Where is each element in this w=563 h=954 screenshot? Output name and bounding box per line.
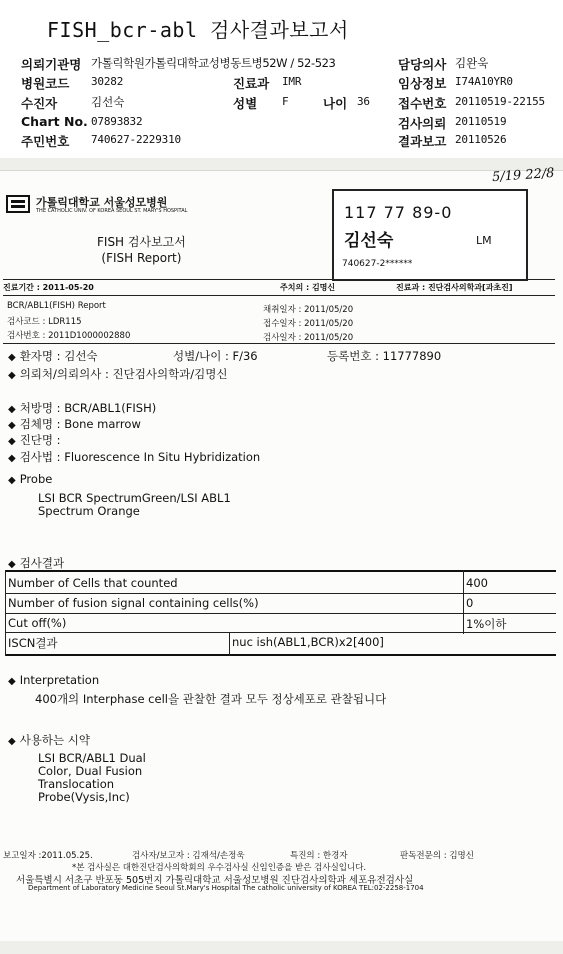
sex-value: F [282, 95, 289, 108]
result-value: 1%이하 [466, 617, 507, 631]
box-lm: LM [476, 234, 492, 247]
table-border [5, 570, 6, 656]
hospital-name: 가톨릭대학교 서울성모병원 [36, 196, 168, 209]
certification-note: *본 검사실은 대한진단검사의학회의 우수검사실 신임인증을 받은 검사실입니다. [72, 863, 367, 873]
result-heading-text: 검사결과 [19, 556, 65, 570]
table-row [5, 634, 556, 651]
collected-date: 채취일자 : 2011/05/20 [263, 305, 354, 315]
lab-address: 서울특별시 서초구 반포동 505번지 가톨릭대학교 서울성모병원 진단검사의학과 세포유전검사실 [16, 875, 414, 886]
diagnosis-text: 진단명 : [19, 433, 61, 447]
divider [3, 295, 555, 296]
dept-label: 진료과 [233, 76, 270, 91]
report-date-label: 결과보고 [398, 134, 447, 149]
table-border [5, 613, 556, 614]
box-patient-number: 117 77 89-0 [344, 203, 453, 222]
order-line: ◆ 처방명 : BCR/ABL1(FISH) [8, 401, 157, 415]
divider [3, 279, 555, 280]
clinical-value: I74A10YR0 [455, 75, 513, 88]
table-row [5, 595, 556, 612]
requester-text: 의뢰처/의뢰의사 : 진단검사의학과/김명신 [19, 367, 228, 381]
divider [3, 343, 555, 344]
report-title-english: (FISH Report) [101, 251, 182, 265]
rrn-label: 주민번호 [21, 134, 70, 149]
table-row [5, 615, 556, 632]
specimen-text: 검체명 : Bone marrow [19, 417, 141, 431]
hospital-logo-icon [6, 195, 30, 213]
requester-line: ◆ 의뢰처/의뢰의사 : 진단검사의학과/김명신 [8, 367, 228, 381]
probe-heading: ◆ Probe [8, 472, 53, 486]
iscn-label: ISCN결과 [8, 636, 58, 650]
patient-value: 김선숙 [91, 95, 125, 109]
box-patient-id: 740627-2****** [342, 259, 413, 269]
method-text: 검사법 : Fluorescence In Situ Hybridization [19, 450, 261, 464]
institution-label: 의뢰기관명 [21, 57, 82, 72]
sex-age-text: 성별/나이 : F/36 [173, 349, 258, 363]
receipt-value: 20110519-22155 [455, 95, 545, 108]
diagnosis-line: ◆ 진단명 : [8, 433, 61, 447]
table-border [463, 570, 464, 634]
table-border [5, 654, 556, 656]
test-number: 검사번호 : 2011D1000002880 [7, 331, 131, 341]
institution-value: 가톨릭학원가톨릭대학교성병동트병52W / 52-523 [91, 56, 336, 70]
specialist: 특진의 : 한경자 [290, 851, 348, 861]
department: 진료과 : 진단검사의학과[과초진] [396, 283, 513, 292]
age-label: 나이 [323, 96, 348, 111]
reagent-line-2: Color, Dual Fusion [38, 764, 143, 778]
reading-specialist: 판독전문의 : 김명신 [400, 851, 474, 861]
request-value: 20110519 [455, 115, 507, 128]
age-value: 36 [357, 95, 370, 108]
probe-heading-text: Probe [19, 472, 53, 486]
patient-label: 수진자 [21, 96, 58, 111]
received-date: 접수일자 : 2011/05/20 [263, 319, 354, 329]
result-heading: ◆ 검사결과 [8, 556, 65, 570]
reagent-line-4: Probe(Vysis,Inc) [38, 790, 130, 804]
interpretation-text: 400개의 Interphase cell을 관찰한 결과 모두 정상세포로 관찰됩니다 [35, 692, 387, 706]
reagent-heading-text: 사용하는 시약 [19, 733, 91, 747]
hospital-code-value: 30282 [91, 75, 124, 88]
test-code: 검사코드 : LDR115 [7, 317, 82, 327]
registration-number-text: 등록번호 : 11777890 [327, 349, 442, 363]
lab-department-eng: Department of Laboratory Medicine Seoul St.Mary's Hospital The catholic university of KOREA TEL:02-2258-1704 [28, 884, 424, 892]
chart-no-label: Chart No. [21, 114, 88, 129]
receipt-label: 접수번호 [398, 96, 447, 111]
interpretation-heading-text: Interpretation [19, 673, 100, 687]
reporter: 검사자/보고자 : 김재석/손정욱 [132, 851, 245, 861]
clinical-label: 임상정보 [398, 76, 447, 91]
reagent-line-3: Translocation [38, 777, 115, 791]
page-title: FISH_bcr-abl 검사결과보고서 [47, 18, 349, 42]
chart-no-value: 07893832 [91, 115, 143, 128]
result-value: 0 [466, 596, 474, 610]
table-border [5, 593, 556, 594]
result-label: Number of fusion signal containing cells(%) [8, 596, 259, 610]
probe-line-1: LSI BCR SpectrumGreen/LSI ABL1 [38, 491, 231, 505]
reagent-line-1: LSI BCR/ABL1 Dual [38, 751, 146, 765]
result-label: Cut off(%) [8, 616, 67, 630]
specimen-line: ◆ 검체명 : Bone marrow [8, 417, 141, 431]
result-value: 400 [466, 576, 488, 590]
method-line: ◆ 검사법 : Fluorescence In Situ Hybridization [8, 450, 261, 464]
hospital-code-label: 병원코드 [21, 76, 70, 91]
rrn-value: 740627-2229310 [91, 133, 181, 146]
hospital-eng-name: THE CATHOLIC UNIV. OF KOREA SEOUL ST. MARY'S HOSPITAL [36, 208, 188, 214]
results-table [5, 570, 556, 656]
iscn-value: nuc ish(ABL1,BCR)x2[400] [232, 635, 384, 649]
box-patient-name: 김선숙 [344, 231, 394, 251]
order-text: 처방명 : BCR/ABL1(FISH) [19, 401, 157, 415]
dept-value: IMR [282, 75, 302, 88]
doctor-value: 김완욱 [455, 56, 489, 70]
sex-label: 성별 [233, 96, 258, 111]
table-border [5, 632, 556, 633]
report-date-footer: 보고일자 :2011.05.25. [3, 851, 93, 861]
table-border [5, 570, 556, 572]
table-row [5, 575, 556, 592]
table-border [229, 632, 230, 656]
attending-doctor: 주치의 : 김명신 [280, 283, 336, 292]
report-title-korean: FISH 검사보고서 [97, 235, 186, 249]
report-date-value: 20110526 [455, 133, 507, 146]
request-label: 검사의뢰 [398, 116, 447, 131]
test-name: BCR/ABL1(FISH) Report [7, 301, 106, 311]
tested-date: 검사일자 : 2011/05/20 [263, 333, 354, 343]
patient-name-text: 환자명 : 김선숙 [19, 349, 98, 363]
patient-line: ◆ 환자명 : 김선숙 [8, 349, 98, 363]
period: 진료기간 : 2011-05-20 [3, 283, 94, 292]
scanned-report [0, 165, 563, 941]
interpretation-heading: ◆ Interpretation [8, 673, 100, 687]
result-label: Number of Cells that counted [8, 576, 178, 590]
doctor-label: 담당의사 [398, 57, 447, 72]
probe-line-2: Spectrum Orange [38, 504, 140, 518]
patient-label-box [332, 189, 528, 281]
handwritten-note: 5/19 22/8 [491, 165, 555, 186]
reagent-heading: ◆ 사용하는 시약 [8, 733, 91, 747]
report-title [97, 234, 186, 266]
